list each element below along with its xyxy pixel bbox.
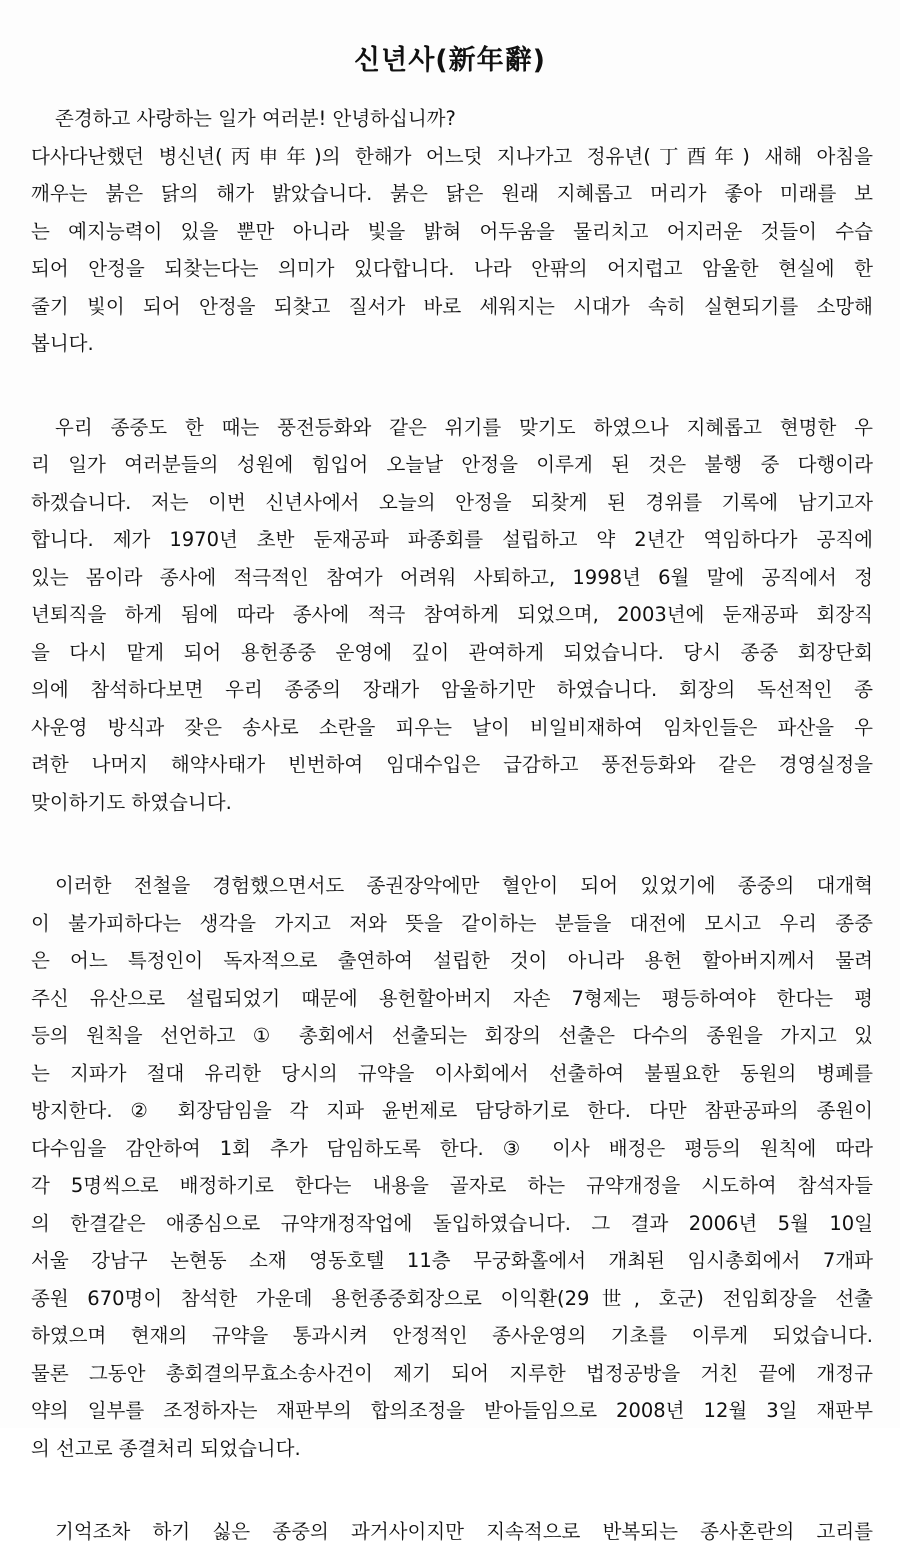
paragraph-reform bbox=[31, 867, 873, 1467]
text-line: 종원 670명이 참석한 가운데 용헌종중회장으로 이익환(29世, 호군) 전임회장을 선출 bbox=[31, 1286, 873, 1310]
text-line: 이러한 전철을 경험했으면서도 종권장악에만 혈안이 되어 있었기에 종중의 대개혁 bbox=[55, 874, 873, 897]
text-line: 년퇴직을 하게 됨에 따라 종사에 적극 참여하게 되었으며, 2003년에 둔재공파 회장직 bbox=[31, 603, 873, 626]
text-line: 우리 종중도 한 때는 풍전등화와 같은 위기를 맞기도 하였으나 지혜롭고 현명한 우 bbox=[55, 415, 873, 439]
text-line: 하겠습니다. 저는 이번 신년사에서 오늘의 안정을 되찾게 된 경위를 기록에 남기고자 bbox=[31, 490, 873, 514]
text-line: 은 어느 특정인이 독자적으로 출연하여 설립한 것이 아니라 용헌 할아버지께서 물려 bbox=[31, 949, 873, 972]
text-line: 기억조차 하기 싫은 종중의 과거사이지만 지속적으로 반복되는 종사혼란의 고리를 bbox=[55, 1520, 873, 1543]
text-line: 의에 참석하다보면 우리 종중의 장래가 암울하기만 하였습니다. 회장의 독선적인 종 bbox=[31, 678, 873, 701]
text-line: 줄기 빛이 되어 안정을 되찾고 질서가 바로 세워지는 시대가 속히 실현되기를 소망해 bbox=[31, 294, 873, 318]
text-line: 등의 원칙을 선언하고 ① 총회에서 선출되는 회장의 선출은 다수의 종원을 가지고 있 bbox=[31, 1024, 873, 1047]
text-line: 의 한결같은 애종심으로 규약개정작업에 돌입하였습니다. 그 결과 2006년 5월 10일 bbox=[31, 1211, 873, 1235]
paragraph-gap bbox=[31, 821, 873, 867]
text-line: 다사다난했던 병신년(丙申年)의 한해가 어느덧 지나가고 정유년(丁酉年) 새해 아침을 bbox=[31, 144, 873, 168]
text-line: 는 예지능력이 있을 뿐만 아니라 빛을 밝혀 어두움을 물리치고 어지러운 것들이 수습 bbox=[31, 219, 873, 243]
paragraph-greeting bbox=[31, 100, 873, 363]
document-title: 신년사(新年辭) bbox=[354, 45, 546, 76]
text-line: 되어 안정을 되찾는다는 의미가 있다합니다. 나라 안팎의 어지럽고 암울한 현실에 한 bbox=[31, 257, 873, 280]
text-line: 하였으며 현재의 규약을 통과시켜 안정적인 종사운영의 기초를 이루게 되었습니다. bbox=[31, 1324, 873, 1347]
text-line: 주신 유산으로 설립되었기 때문에 용헌할아버지 자손 7형제는 평등하여야 한다는 평 bbox=[31, 986, 873, 1010]
paragraph-closing bbox=[31, 1513, 873, 1551]
text-line: 려한 나머지 해약사태가 빈번하여 임대수입은 급감하고 풍전등화와 같은 경영실정을 bbox=[31, 753, 873, 776]
text-line: 을 다시 맡게 되어 용헌종중 운영에 깊이 관여하게 되었습니다. 당시 종중 회장단회 bbox=[31, 640, 873, 664]
text-line: 사운영 방식과 잦은 송사로 소란을 피우는 날이 비일비재하여 임차인들은 파산을 우 bbox=[31, 715, 873, 739]
text-line: 약의 일부를 조정하자는 재판부의 합의조정을 받아들임으로 2008년 12월 3일 재판부 bbox=[31, 1399, 873, 1422]
text-line: 깨우는 붉은 닭의 해가 밝았습니다. 붉은 닭은 원래 지혜롭고 머리가 좋아 미래를 보 bbox=[31, 182, 873, 205]
document-body bbox=[31, 100, 873, 1551]
paragraph-gap bbox=[31, 363, 873, 409]
text-line: 맞이하기도 하였습니다. bbox=[31, 790, 232, 814]
text-line: 물론 그동안 총회결의무효소송사건이 제기 되어 지루한 법정공방을 거친 끝에 개정규 bbox=[31, 1361, 873, 1385]
paragraph-gap bbox=[31, 1467, 873, 1513]
text-line: 이 불가피하다는 생각을 가지고 저와 뜻을 같이하는 분들을 대전에 모시고 우리 종중 bbox=[31, 911, 873, 935]
text-line: 합니다. 제가 1970년 초반 둔재공파 파종회를 설립하고 약 2년간 역임하다가 공직에 bbox=[31, 528, 873, 551]
paragraph-history bbox=[31, 409, 873, 822]
text-line: 는 지파가 절대 유리한 당시의 규약을 이사회에서 선출하여 불필요한 동원의 병폐를 bbox=[31, 1061, 873, 1085]
text-line: 봅니다. bbox=[31, 332, 94, 355]
text-line: 각 5명씩으로 배정하기로 한다는 내용을 골자로 하는 규약개정을 시도하여 참석자들 bbox=[31, 1174, 873, 1197]
text-line: 서울 강남구 논현동 소재 영동호텔 11층 무궁화홀에서 개최된 임시총회에서 7개파 bbox=[31, 1249, 873, 1272]
text-line: 리 일가 여러분들의 성원에 힘입어 오늘날 안정을 이루게 된 것은 불행 중 다행이라 bbox=[31, 453, 873, 476]
text-line: 다수임을 감안하여 1회 추가 담임하도록 한다. ③ 이사 배정은 평등의 원칙에 따라 bbox=[31, 1136, 873, 1160]
text-line: 방지한다. ② 회장담임을 각 지파 윤번제로 담당하기로 한다. 다만 참판공파의 종원이 bbox=[31, 1099, 873, 1122]
text-line: 존경하고 사랑하는 일가 여러분! 안녕하십니까? bbox=[55, 107, 456, 130]
text-line: 의 선고로 종결처리 되었습니다. bbox=[31, 1436, 301, 1460]
text-line: 있는 몸이라 종사에 적극적인 참여가 어려워 사퇴하고, 1998년 6월 말에 공직에서 정 bbox=[31, 565, 873, 589]
